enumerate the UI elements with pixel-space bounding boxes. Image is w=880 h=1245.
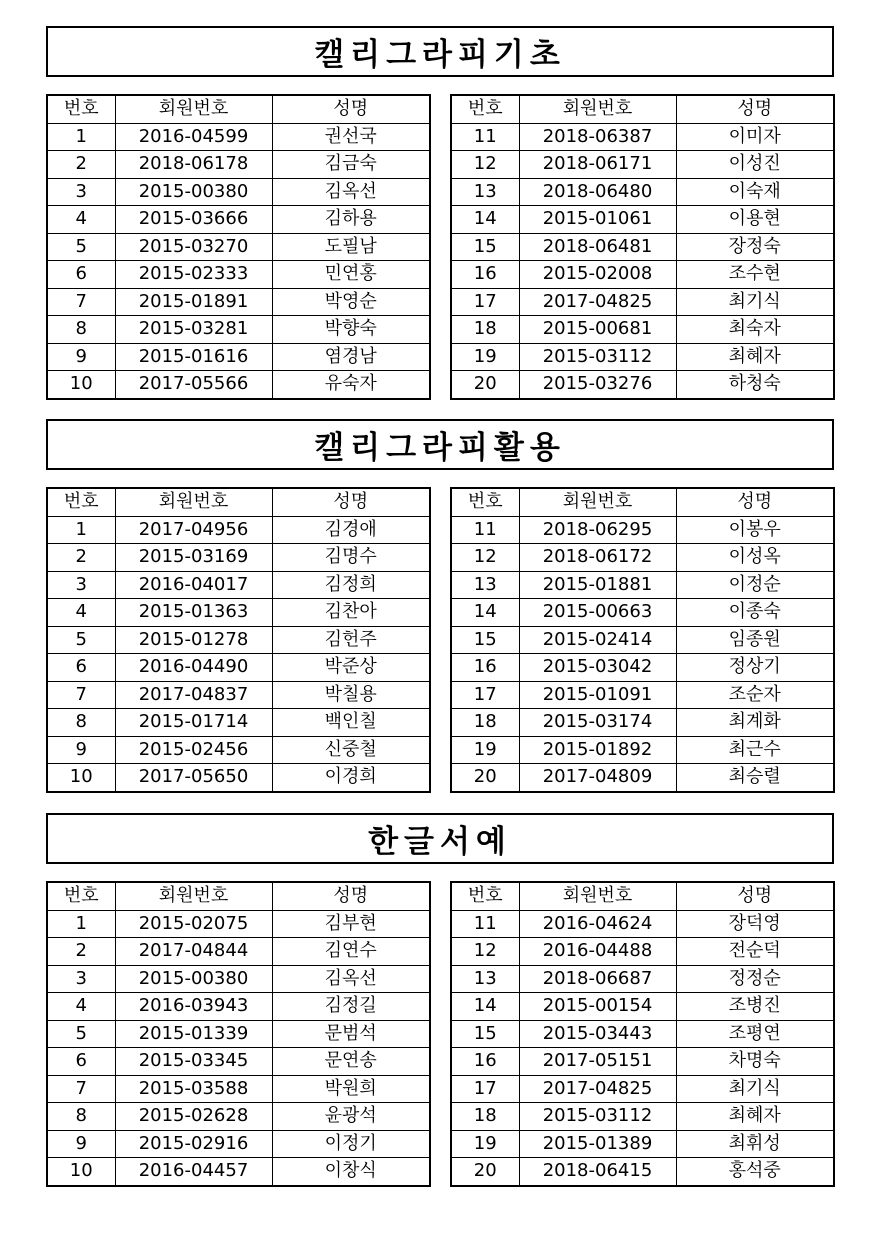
member-name: 최휘성 bbox=[676, 1130, 834, 1158]
member-id: 2015-03281 bbox=[115, 316, 272, 344]
table-row bbox=[451, 764, 834, 792]
row-number: 13 bbox=[451, 178, 519, 206]
member-name: 박원희 bbox=[272, 1075, 430, 1103]
table-row bbox=[451, 316, 834, 344]
header-member-id: 회원번호 bbox=[519, 882, 676, 910]
row-number: 4 bbox=[47, 993, 115, 1021]
table-row bbox=[47, 1103, 430, 1131]
table-header-row bbox=[47, 882, 430, 910]
table-row bbox=[47, 571, 430, 599]
table-row bbox=[47, 938, 430, 966]
row-number: 12 bbox=[451, 938, 519, 966]
table-row bbox=[451, 123, 834, 151]
header-no: 번호 bbox=[47, 95, 115, 123]
member-name: 하청숙 bbox=[676, 371, 834, 399]
member-name: 이성진 bbox=[676, 151, 834, 179]
table-header-row bbox=[451, 488, 834, 516]
row-number: 6 bbox=[47, 1048, 115, 1076]
member-id: 2018-06415 bbox=[519, 1158, 676, 1186]
row-number: 16 bbox=[451, 654, 519, 682]
row-number: 9 bbox=[47, 736, 115, 764]
row-number: 6 bbox=[47, 261, 115, 289]
member-id: 2016-04017 bbox=[115, 571, 272, 599]
table-row bbox=[451, 206, 834, 234]
member-name: 전순덕 bbox=[676, 938, 834, 966]
row-number: 13 bbox=[451, 965, 519, 993]
table-row bbox=[451, 1130, 834, 1158]
course-title: 캘리그라피활용 bbox=[46, 419, 834, 470]
member-id: 2015-03174 bbox=[519, 709, 676, 737]
member-name: 유숙자 bbox=[272, 371, 430, 399]
row-number: 14 bbox=[451, 993, 519, 1021]
table-row bbox=[451, 736, 834, 764]
member-table-right bbox=[450, 94, 835, 400]
table-row bbox=[47, 764, 430, 792]
table-row bbox=[451, 681, 834, 709]
table-row bbox=[47, 151, 430, 179]
member-id: 2017-04825 bbox=[519, 288, 676, 316]
header-no: 번호 bbox=[47, 882, 115, 910]
header-member-id: 회원번호 bbox=[115, 95, 272, 123]
member-name: 최숙자 bbox=[676, 316, 834, 344]
row-number: 3 bbox=[47, 571, 115, 599]
row-number: 18 bbox=[451, 316, 519, 344]
member-id: 2015-01363 bbox=[115, 599, 272, 627]
row-number: 2 bbox=[47, 544, 115, 572]
member-name: 김옥선 bbox=[272, 965, 430, 993]
table-row bbox=[47, 736, 430, 764]
table-row bbox=[451, 910, 834, 938]
member-id: 2015-01339 bbox=[115, 1020, 272, 1048]
row-number: 9 bbox=[47, 343, 115, 371]
member-id: 2017-04825 bbox=[519, 1075, 676, 1103]
member-name: 이용현 bbox=[676, 206, 834, 234]
member-id: 2015-02333 bbox=[115, 261, 272, 289]
member-name: 조평연 bbox=[676, 1020, 834, 1048]
member-name: 김정길 bbox=[272, 993, 430, 1021]
member-name: 김찬아 bbox=[272, 599, 430, 627]
table-row bbox=[451, 965, 834, 993]
member-id: 2015-01892 bbox=[519, 736, 676, 764]
member-name: 이미자 bbox=[676, 123, 834, 151]
member-name: 조수현 bbox=[676, 261, 834, 289]
row-number: 1 bbox=[47, 123, 115, 151]
header-name: 성명 bbox=[676, 882, 834, 910]
member-name: 최기식 bbox=[676, 288, 834, 316]
row-number: 14 bbox=[451, 599, 519, 627]
table-row bbox=[47, 316, 430, 344]
table-row bbox=[47, 709, 430, 737]
row-number: 12 bbox=[451, 151, 519, 179]
table-row bbox=[47, 626, 430, 654]
member-id: 2015-00154 bbox=[519, 993, 676, 1021]
row-number: 11 bbox=[451, 910, 519, 938]
course-title: 캘리그라피기초 bbox=[46, 26, 834, 77]
member-id: 2017-05650 bbox=[115, 764, 272, 792]
row-number: 18 bbox=[451, 1103, 519, 1131]
table-row bbox=[47, 516, 430, 544]
member-table-left bbox=[46, 881, 431, 1187]
member-id: 2015-03112 bbox=[519, 343, 676, 371]
member-id: 2015-02916 bbox=[115, 1130, 272, 1158]
member-name: 윤광석 bbox=[272, 1103, 430, 1131]
row-number: 9 bbox=[47, 1130, 115, 1158]
member-id: 2015-00663 bbox=[519, 599, 676, 627]
member-id: 2015-02456 bbox=[115, 736, 272, 764]
member-name: 임종원 bbox=[676, 626, 834, 654]
member-id: 2015-02075 bbox=[115, 910, 272, 938]
member-name: 조순자 bbox=[676, 681, 834, 709]
member-id: 2018-06171 bbox=[519, 151, 676, 179]
member-id: 2016-04488 bbox=[519, 938, 676, 966]
member-name: 박향숙 bbox=[272, 316, 430, 344]
member-id: 2015-02008 bbox=[519, 261, 676, 289]
row-number: 4 bbox=[47, 206, 115, 234]
member-name: 장정숙 bbox=[676, 233, 834, 261]
member-name: 김헌주 bbox=[272, 626, 430, 654]
header-no: 번호 bbox=[451, 95, 519, 123]
member-name: 김부현 bbox=[272, 910, 430, 938]
member-id: 2018-06480 bbox=[519, 178, 676, 206]
member-name: 이창식 bbox=[272, 1158, 430, 1186]
member-name: 최혜자 bbox=[676, 343, 834, 371]
table-row bbox=[451, 261, 834, 289]
row-number: 12 bbox=[451, 544, 519, 572]
member-name: 홍석중 bbox=[676, 1158, 834, 1186]
row-number: 17 bbox=[451, 681, 519, 709]
table-header-row bbox=[451, 95, 834, 123]
table-row bbox=[451, 178, 834, 206]
table-row bbox=[451, 371, 834, 399]
table-row bbox=[47, 681, 430, 709]
row-number: 15 bbox=[451, 1020, 519, 1048]
member-name: 차명숙 bbox=[676, 1048, 834, 1076]
member-id: 2017-05151 bbox=[519, 1048, 676, 1076]
header-no: 번호 bbox=[451, 488, 519, 516]
member-name: 이경희 bbox=[272, 764, 430, 792]
row-number: 11 bbox=[451, 516, 519, 544]
member-name: 김경애 bbox=[272, 516, 430, 544]
header-no: 번호 bbox=[47, 488, 115, 516]
member-name: 권선국 bbox=[272, 123, 430, 151]
member-name: 정상기 bbox=[676, 654, 834, 682]
header-member-id: 회원번호 bbox=[519, 95, 676, 123]
member-id: 2015-01389 bbox=[519, 1130, 676, 1158]
row-number: 16 bbox=[451, 1048, 519, 1076]
table-row bbox=[451, 1158, 834, 1186]
member-id: 2016-04457 bbox=[115, 1158, 272, 1186]
table-row bbox=[47, 544, 430, 572]
member-id: 2015-02414 bbox=[519, 626, 676, 654]
row-number: 17 bbox=[451, 288, 519, 316]
row-number: 15 bbox=[451, 626, 519, 654]
header-name: 성명 bbox=[676, 95, 834, 123]
member-name: 조병진 bbox=[676, 993, 834, 1021]
member-name: 박준상 bbox=[272, 654, 430, 682]
member-name: 정정순 bbox=[676, 965, 834, 993]
table-row bbox=[47, 1075, 430, 1103]
member-id: 2015-03270 bbox=[115, 233, 272, 261]
table-header-row bbox=[47, 488, 430, 516]
header-member-id: 회원번호 bbox=[115, 488, 272, 516]
member-id: 2015-03588 bbox=[115, 1075, 272, 1103]
table-row bbox=[47, 178, 430, 206]
table-row bbox=[451, 233, 834, 261]
row-number: 7 bbox=[47, 1075, 115, 1103]
table-header-row bbox=[47, 95, 430, 123]
member-id: 2015-01891 bbox=[115, 288, 272, 316]
member-name: 이정순 bbox=[676, 571, 834, 599]
member-name: 백인칠 bbox=[272, 709, 430, 737]
member-id: 2015-03112 bbox=[519, 1103, 676, 1131]
member-id: 2015-03276 bbox=[519, 371, 676, 399]
member-name: 박영순 bbox=[272, 288, 430, 316]
table-row bbox=[47, 261, 430, 289]
member-id: 2017-04837 bbox=[115, 681, 272, 709]
member-id: 2015-03169 bbox=[115, 544, 272, 572]
member-name: 김옥선 bbox=[272, 178, 430, 206]
member-id: 2018-06387 bbox=[519, 123, 676, 151]
member-table-right bbox=[450, 881, 835, 1187]
row-number: 10 bbox=[47, 371, 115, 399]
member-name: 최근수 bbox=[676, 736, 834, 764]
row-number: 17 bbox=[451, 1075, 519, 1103]
member-name: 김하용 bbox=[272, 206, 430, 234]
member-id: 2015-03666 bbox=[115, 206, 272, 234]
member-id: 2015-01881 bbox=[519, 571, 676, 599]
course-title: 한글서예 bbox=[46, 813, 834, 864]
row-number: 8 bbox=[47, 709, 115, 737]
member-id: 2015-01091 bbox=[519, 681, 676, 709]
row-number: 14 bbox=[451, 206, 519, 234]
table-row bbox=[47, 1020, 430, 1048]
row-number: 2 bbox=[47, 938, 115, 966]
header-name: 성명 bbox=[272, 882, 430, 910]
table-row bbox=[47, 233, 430, 261]
row-number: 5 bbox=[47, 233, 115, 261]
member-name: 장덕영 bbox=[676, 910, 834, 938]
row-number: 18 bbox=[451, 709, 519, 737]
table-row bbox=[451, 626, 834, 654]
member-name: 도필남 bbox=[272, 233, 430, 261]
table-row bbox=[47, 1158, 430, 1186]
row-number: 19 bbox=[451, 736, 519, 764]
header-member-id: 회원번호 bbox=[519, 488, 676, 516]
row-number: 8 bbox=[47, 1103, 115, 1131]
member-name: 김명수 bbox=[272, 544, 430, 572]
row-number: 2 bbox=[47, 151, 115, 179]
member-id: 2015-00380 bbox=[115, 178, 272, 206]
row-number: 4 bbox=[47, 599, 115, 627]
member-id: 2016-03943 bbox=[115, 993, 272, 1021]
member-name: 김금숙 bbox=[272, 151, 430, 179]
member-id: 2015-03345 bbox=[115, 1048, 272, 1076]
member-id: 2017-05566 bbox=[115, 371, 272, 399]
table-row bbox=[451, 993, 834, 1021]
table-row bbox=[451, 571, 834, 599]
table-row bbox=[451, 544, 834, 572]
member-id: 2015-01061 bbox=[519, 206, 676, 234]
table-row bbox=[47, 343, 430, 371]
member-name: 최승렬 bbox=[676, 764, 834, 792]
member-name: 김연수 bbox=[272, 938, 430, 966]
table-row bbox=[47, 654, 430, 682]
row-number: 15 bbox=[451, 233, 519, 261]
row-number: 11 bbox=[451, 123, 519, 151]
row-number: 5 bbox=[47, 626, 115, 654]
table-row bbox=[451, 654, 834, 682]
member-name: 이성옥 bbox=[676, 544, 834, 572]
member-name: 염경남 bbox=[272, 343, 430, 371]
row-number: 6 bbox=[47, 654, 115, 682]
member-name: 민연홍 bbox=[272, 261, 430, 289]
member-name: 이종숙 bbox=[676, 599, 834, 627]
row-number: 16 bbox=[451, 261, 519, 289]
member-id: 2015-01278 bbox=[115, 626, 272, 654]
header-name: 성명 bbox=[272, 488, 430, 516]
table-row bbox=[47, 288, 430, 316]
member-name: 이봉우 bbox=[676, 516, 834, 544]
member-id: 2015-01616 bbox=[115, 343, 272, 371]
member-id: 2018-06178 bbox=[115, 151, 272, 179]
row-number: 1 bbox=[47, 516, 115, 544]
row-number: 8 bbox=[47, 316, 115, 344]
table-row bbox=[451, 516, 834, 544]
member-name: 최기식 bbox=[676, 1075, 834, 1103]
table-row bbox=[47, 993, 430, 1021]
table-row bbox=[451, 288, 834, 316]
table-row bbox=[47, 206, 430, 234]
table-row bbox=[451, 1048, 834, 1076]
member-id: 2015-00380 bbox=[115, 965, 272, 993]
member-id: 2018-06172 bbox=[519, 544, 676, 572]
table-row bbox=[451, 1103, 834, 1131]
table-row bbox=[451, 1075, 834, 1103]
row-number: 10 bbox=[47, 1158, 115, 1186]
row-number: 20 bbox=[451, 764, 519, 792]
table-row bbox=[47, 910, 430, 938]
member-name: 최계화 bbox=[676, 709, 834, 737]
member-id: 2017-04844 bbox=[115, 938, 272, 966]
table-row bbox=[451, 1020, 834, 1048]
member-table-left bbox=[46, 94, 431, 400]
header-member-id: 회원번호 bbox=[115, 882, 272, 910]
row-number: 13 bbox=[451, 571, 519, 599]
member-id: 2015-02628 bbox=[115, 1103, 272, 1131]
row-number: 20 bbox=[451, 371, 519, 399]
row-number: 3 bbox=[47, 965, 115, 993]
member-id: 2015-03443 bbox=[519, 1020, 676, 1048]
member-name: 박칠용 bbox=[272, 681, 430, 709]
table-header-row bbox=[451, 882, 834, 910]
member-table-right bbox=[450, 487, 835, 793]
table-row bbox=[47, 965, 430, 993]
table-row bbox=[47, 1130, 430, 1158]
table-row bbox=[451, 709, 834, 737]
header-no: 번호 bbox=[451, 882, 519, 910]
member-id: 2015-01714 bbox=[115, 709, 272, 737]
member-table-left bbox=[46, 487, 431, 793]
table-row bbox=[451, 938, 834, 966]
row-number: 20 bbox=[451, 1158, 519, 1186]
row-number: 3 bbox=[47, 178, 115, 206]
member-id: 2018-06481 bbox=[519, 233, 676, 261]
row-number: 19 bbox=[451, 343, 519, 371]
table-row bbox=[47, 1048, 430, 1076]
table-row bbox=[451, 343, 834, 371]
table-row bbox=[47, 123, 430, 151]
row-number: 7 bbox=[47, 681, 115, 709]
member-id: 2016-04599 bbox=[115, 123, 272, 151]
table-row bbox=[47, 599, 430, 627]
header-name: 성명 bbox=[272, 95, 430, 123]
row-number: 10 bbox=[47, 764, 115, 792]
table-row bbox=[451, 599, 834, 627]
member-id: 2018-06295 bbox=[519, 516, 676, 544]
member-name: 최혜자 bbox=[676, 1103, 834, 1131]
header-name: 성명 bbox=[676, 488, 834, 516]
member-id: 2018-06687 bbox=[519, 965, 676, 993]
row-number: 19 bbox=[451, 1130, 519, 1158]
member-name: 이숙재 bbox=[676, 178, 834, 206]
row-number: 7 bbox=[47, 288, 115, 316]
member-name: 김정희 bbox=[272, 571, 430, 599]
member-name: 문연송 bbox=[272, 1048, 430, 1076]
member-id: 2017-04809 bbox=[519, 764, 676, 792]
member-name: 이정기 bbox=[272, 1130, 430, 1158]
member-id: 2015-03042 bbox=[519, 654, 676, 682]
member-name: 문범석 bbox=[272, 1020, 430, 1048]
member-id: 2016-04624 bbox=[519, 910, 676, 938]
member-id: 2015-00681 bbox=[519, 316, 676, 344]
table-row bbox=[451, 151, 834, 179]
row-number: 5 bbox=[47, 1020, 115, 1048]
member-id: 2016-04490 bbox=[115, 654, 272, 682]
table-row bbox=[47, 371, 430, 399]
member-id: 2017-04956 bbox=[115, 516, 272, 544]
row-number: 1 bbox=[47, 910, 115, 938]
member-name: 신중철 bbox=[272, 736, 430, 764]
